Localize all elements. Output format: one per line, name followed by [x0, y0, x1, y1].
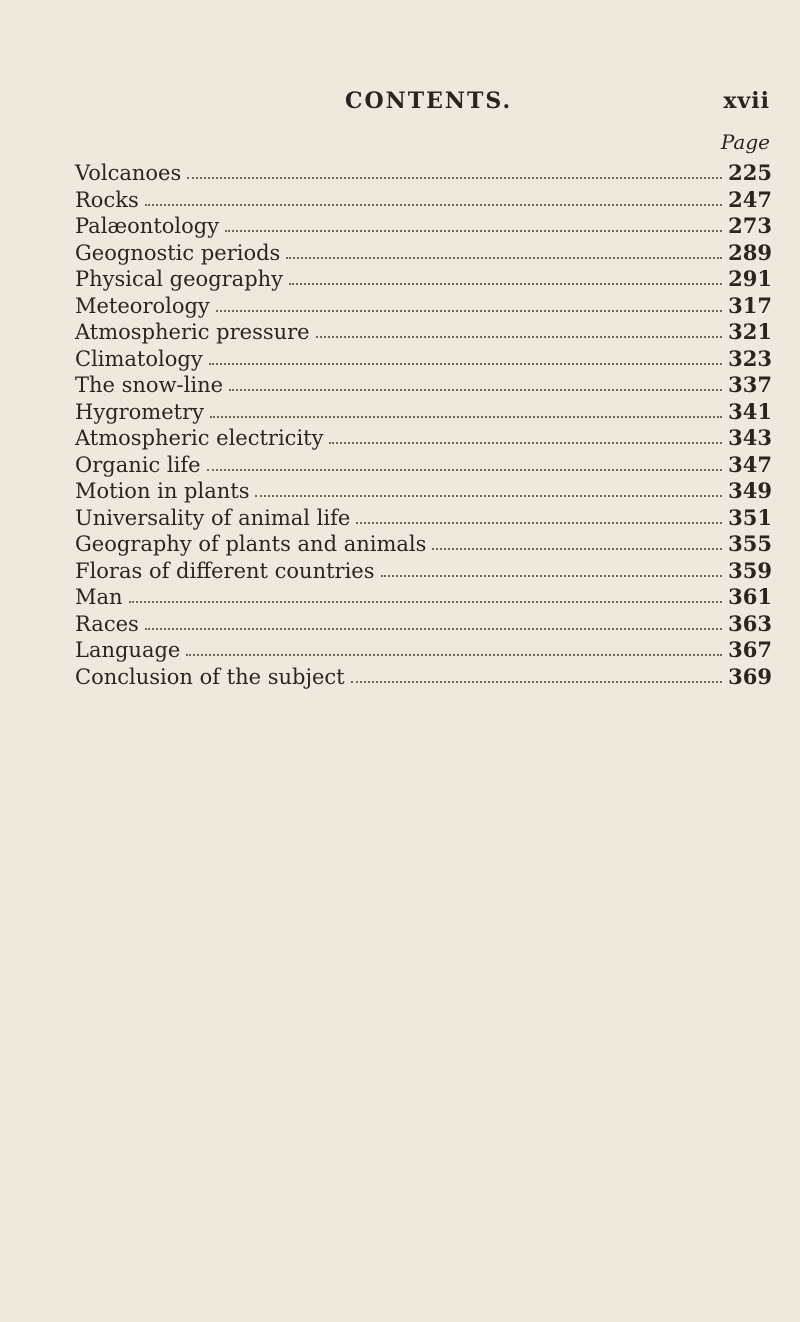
toc-entry-page: 369 [728, 663, 772, 689]
toc-entry-man [75, 584, 772, 611]
toc-entry-atmospheric-pressure [75, 319, 772, 346]
dot-leader [129, 587, 723, 603]
toc-entry-page: 337 [728, 372, 772, 397]
toc-entry-geography-of-plants-and-animals [75, 531, 772, 558]
dot-leader [229, 375, 722, 391]
toc-entry-page: 317 [728, 292, 772, 318]
toc-entry-hygrometry [75, 399, 772, 426]
dot-leader [186, 640, 722, 656]
toc-entry-page: 355 [728, 531, 772, 556]
dot-leader [207, 455, 723, 471]
page-column-label: Page [720, 130, 770, 154]
toc-entry-page: 321 [728, 319, 772, 344]
page-number-roman: xvii [723, 88, 770, 114]
dot-leader [209, 349, 722, 365]
toc-entry-snow-line [75, 372, 772, 399]
toc-entry-page: 349 [728, 478, 772, 503]
dot-leader [432, 534, 722, 550]
dot-leader [210, 402, 722, 418]
dot-leader [329, 428, 722, 444]
toc-entry-page: 289 [728, 239, 772, 265]
toc-entry-page: 273 [728, 213, 772, 238]
dot-leader [216, 296, 722, 312]
toc-entry-label: Language [75, 638, 181, 662]
toc-entry-label: Organic life [75, 452, 201, 477]
dot-leader [316, 322, 723, 338]
toc-entry-conclusion-of-the-subject [75, 664, 772, 691]
toc-entry-page: 347 [728, 451, 772, 477]
toc-entry-motion-in-plants [75, 478, 772, 505]
toc-entry-label: Races [75, 611, 139, 636]
toc-entry-page: 361 [728, 584, 772, 609]
toc-entry-page: 367 [728, 637, 772, 662]
toc-entry-floras-of-different-countries [75, 558, 772, 585]
toc-entry-label: Motion in plants [75, 479, 250, 503]
toc-entry-label: Meteorology [75, 293, 210, 318]
toc-entry-atmospheric-electricity [75, 425, 772, 452]
toc-entry-organic-life [75, 452, 772, 479]
toc-entry-page: 359 [728, 557, 772, 583]
page-header [0, 88, 800, 124]
dot-leader [187, 163, 722, 179]
toc-entry-page: 225 [728, 160, 772, 185]
toc-entry-meteorology [75, 293, 772, 320]
toc-entry-page: 363 [728, 610, 772, 636]
page-title: CONTENTS. [345, 88, 513, 114]
toc-entry-volcanoes [75, 160, 772, 187]
toc-entry-label: Physical geography [75, 267, 284, 291]
toc-entry-label: The snow-line [75, 373, 224, 397]
toc-entry-page: 343 [728, 425, 772, 450]
table-of-contents [75, 160, 772, 690]
toc-entry-label: Volcanoes [75, 161, 182, 185]
toc-entry-label: Conclusion of the subject [75, 664, 345, 689]
toc-entry-palaeontology [75, 213, 772, 240]
toc-entry-geognostic-periods [75, 240, 772, 267]
toc-entry-page: 247 [728, 186, 772, 212]
toc-entry-language [75, 637, 772, 664]
toc-entry-label: Atmospheric pressure [75, 320, 310, 344]
toc-entry-label: Geography of plants and animals [75, 532, 427, 556]
toc-entry-page: 341 [728, 398, 772, 424]
toc-entry-rocks [75, 187, 772, 214]
toc-entry-label: Climatology [75, 346, 203, 371]
toc-entry-universality-of-animal-life [75, 505, 772, 532]
dot-leader [356, 508, 722, 524]
toc-entry-climatology [75, 346, 772, 373]
dot-leader [145, 190, 722, 206]
toc-entry-page: 291 [728, 266, 772, 291]
dot-leader [289, 269, 722, 285]
toc-entry-label: Geognostic periods [75, 240, 281, 265]
dot-leader [381, 561, 723, 577]
toc-entry-label: Palæontology [75, 214, 220, 238]
dot-leader [255, 481, 722, 497]
toc-entry-label: Man [75, 585, 123, 609]
toc-entry-page: 323 [728, 345, 772, 371]
toc-entry-races [75, 611, 772, 638]
toc-entry-label: Hygrometry [75, 399, 204, 424]
toc-entry-label: Floras of different countries [75, 558, 375, 583]
toc-entry-physical-geography [75, 266, 772, 293]
toc-entry-label: Rocks [75, 187, 139, 212]
dot-leader [225, 216, 722, 232]
dot-leader [145, 614, 722, 630]
dot-leader [351, 667, 723, 683]
toc-entry-label: Universality of animal life [75, 505, 351, 530]
dot-leader [286, 243, 722, 259]
toc-entry-label: Atmospheric electricity [75, 426, 324, 450]
toc-entry-page: 351 [728, 504, 772, 530]
